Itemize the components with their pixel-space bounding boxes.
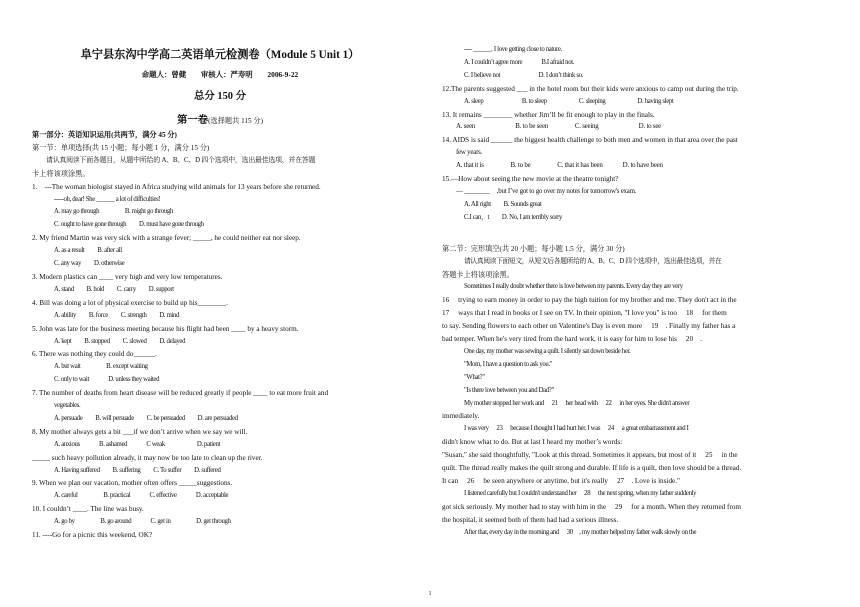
passage-line: immediately. <box>442 412 480 421</box>
passage-line: "Mom, I have a question to ask you." <box>464 360 553 368</box>
section1-instruction-cont: 卡上将该项涂黑。 <box>32 169 90 178</box>
question-line: 9. When we plan our vacation, mother often offers _____suggestions. <box>32 479 233 488</box>
option-line: C.I can，t D. No, I am terribly sorry <box>464 213 563 221</box>
question-line: 13. It remains ________ whether Jim’ll be fit enough to play in the finals. <box>442 110 655 119</box>
spacer <box>442 225 814 243</box>
volume-heading <box>32 113 408 129</box>
option-line: A. All right B. Sounds great <box>464 200 542 208</box>
question-line: vegetables. <box>54 402 81 410</box>
option-line: A. anxious B. ashamed C weak D. patient <box>54 440 221 448</box>
option-line: A. as a result B. after all <box>54 247 122 255</box>
left-column <box>32 0 408 542</box>
passage-line: "Is there love between you and Dad?" <box>464 386 554 394</box>
section2-instruction-cont: 答题卡上将该项涂黑。 <box>442 270 514 279</box>
passage-line: "What?" <box>464 373 485 381</box>
passage-line: got sick seriously. My mother had to stay with him in the 29 for a month. When they returned from <box>442 502 742 511</box>
passage-line: It can 26 be seen anywhere or anytime, but it's really 27 . Love is inside." <box>442 477 680 485</box>
page-number: 1 <box>428 591 432 597</box>
volume-note: (选择题共 115 分) <box>208 117 263 125</box>
total-score: 总分 150 分 <box>194 91 246 102</box>
question-line: 14. AIDS is said ______ the biggest health challenge to both men and women in that area over the past <box>442 136 738 145</box>
passage-line: to say. Sending flowers to each other on Valentine's Day is even more 19 . Finally my father has a <box>442 322 736 331</box>
option-line: A. that it is B. to be C. that it has been D. to have been <box>456 162 663 170</box>
question-line: 4. Bill was doing a lot of physical exercise to build up his________. <box>32 298 229 307</box>
option-line: A. but wait B. except waiting <box>54 363 148 371</box>
option-line: A. ability B. force C. strength D. mind <box>54 311 180 319</box>
option-line: A. stand B. hold C. carry D. support <box>54 285 174 293</box>
question-line: 12.The parents suggested ___ in the hotel room but their kids were anxious to camp out during the trip. <box>442 84 739 93</box>
option-line: C. I believe not D. I don’t think so. <box>464 71 583 79</box>
section2-instruction: 请认真阅读下面短文，从短文后各题所给的 A、B、C、D 四个选项中，选出最佳选项，并在 <box>464 257 722 265</box>
exam-authors: 命题人：曾健 审核人：严寿明 2006-9-22 <box>141 70 299 79</box>
question-line: 7. The number of deaths from heart disease will be reduced greatly if people ____ to eat more fruit and <box>32 389 329 398</box>
option-line: C. any way D. otherwise <box>54 260 125 268</box>
option-line: A. go by B. go around C. get in D. get through <box>54 518 231 526</box>
passage-line: 17 ways that I read in books or I see on TV. In their opinion, "I love you" is too 18 for them <box>442 309 727 318</box>
option-line: C. only to wait D. unless they waited <box>54 376 160 384</box>
option-line: A. careful B. practical C. effective D. acceptable <box>54 492 229 500</box>
passage-line: My mother stopped her work and 21 her head with 22 in her eyes. She didn't answer <box>464 399 690 407</box>
option-line: A. kept B. stopped C. slowed D. delayed <box>54 337 186 345</box>
passage-line: the hospital, it seemed both of them had had a serious illness. <box>442 515 619 524</box>
section1-heading: 第一节：单项选择(共 15 小题；每小题 1 分，满分 15 分) <box>32 143 210 152</box>
exam-title: 阜宁县东沟中学高二英语单元检测卷（Module 5 Unit 1） <box>80 49 360 61</box>
question-line: ---- ______. I love getting close to nature. <box>464 46 562 53</box>
question-line: 6. There was nothing they could do______. <box>32 350 157 359</box>
option-line: A. persuade B. will persuade C. be persuaded D. are persuaded <box>54 414 238 422</box>
part1-heading: 第一部分：英语知识运用(共两节，满分 45 分) <box>32 131 177 139</box>
passage-line: 16 trying to earn money in order to pay the high tuition for my brother and me. They don't act in the <box>442 296 737 305</box>
passage-line: Sometimes I really doubt whether there is love between my parents. Every day they are very <box>464 283 683 291</box>
passage-line: "Susan," she said thoughtfully, "Look at this thread. Sometimes it appears, but most of it 25 in the <box>442 451 738 460</box>
option-line: C. ought to have gone through D. must have gone through <box>54 221 204 229</box>
passage-line: quilt. The thread really makes the quilt strong and durable. If life is a quilt, then love should be a thread. <box>442 464 742 473</box>
option-line: A. Having suffered B. suffering C. To suffer D. suffered <box>54 466 221 474</box>
passage-line: didn't know what to do. But at last I heard my mother’s words: <box>442 438 623 447</box>
passage-line: One day, my mother was sewing a quilt. I silently sat down beside her. <box>464 347 631 355</box>
question-line: -----oh, dear! She ______ a lot of difficulties! <box>54 195 161 203</box>
question-line: 8. My mother always gets a bit ___if we don’t arrive when we say we will. <box>32 427 248 436</box>
question-line: few years. <box>456 149 483 157</box>
passage-line: I listened carefully but I couldn't understand her 28 the next spring, when my father suddenly <box>464 489 697 497</box>
option-line: A. may go through B. might go through <box>54 208 174 216</box>
question-line: 15.—How about seeing the new movie at the theatre tonight? <box>442 175 619 184</box>
section1-instruction: 请认真阅读下面各题目，从题中所给的 A、B、C、D 四个选项中，选出最佳选项，并在答题 <box>46 156 316 164</box>
right-column <box>442 44 814 540</box>
option-line: A. I couldn’t agree more B.I afraid not. <box>464 58 575 66</box>
passage-line: After that, every day in the morning and 30 , my mother helped my father walk slowly on the <box>464 528 697 536</box>
question-line: 10. I couldn’t ____. The line was busy. <box>32 505 144 514</box>
question-line: _____ such heavy pollution already, it may now be too late to clean up the river. <box>32 453 263 462</box>
question-line: 1. ---The woman biologist stayed in Africa studying wild animals for 13 years before she returned. <box>32 182 321 191</box>
passage-line: I was very 23 because I thought I had hurt her. I was 24 a great embarrassment and I <box>464 425 689 433</box>
question-line: 5. John was late for the business meeting because his flight had been ____ by a heavy storm. <box>32 324 299 333</box>
question-line: 2. My friend Martin was very sick with a strange fever; _____, he could neither eat nor sleep. <box>32 234 301 243</box>
question-line: — ________ ,but I’ve got to go over my notes for tomorrow's exam. <box>456 187 637 195</box>
passage-line: bad temper. When he's very tired from the hard work, it is easy for him to lose his 20 . <box>442 335 703 344</box>
section2-heading: 第二节：完形填空(共 20 小题；每小题 1.5 分，满分 30 分) <box>442 244 625 253</box>
option-line: A. sleep B. to sleep C. sleeping D. having slept <box>464 97 674 105</box>
option-line: A. seen B. to be seen C. seeing D. to see <box>456 123 662 131</box>
volume-title: 第一卷 <box>176 115 209 126</box>
question-line: 11. ----Go for a picnic this weekend, OK? <box>32 531 153 540</box>
question-line: 3. Modern plastics can ____ very high and very low temperatures. <box>32 272 223 281</box>
